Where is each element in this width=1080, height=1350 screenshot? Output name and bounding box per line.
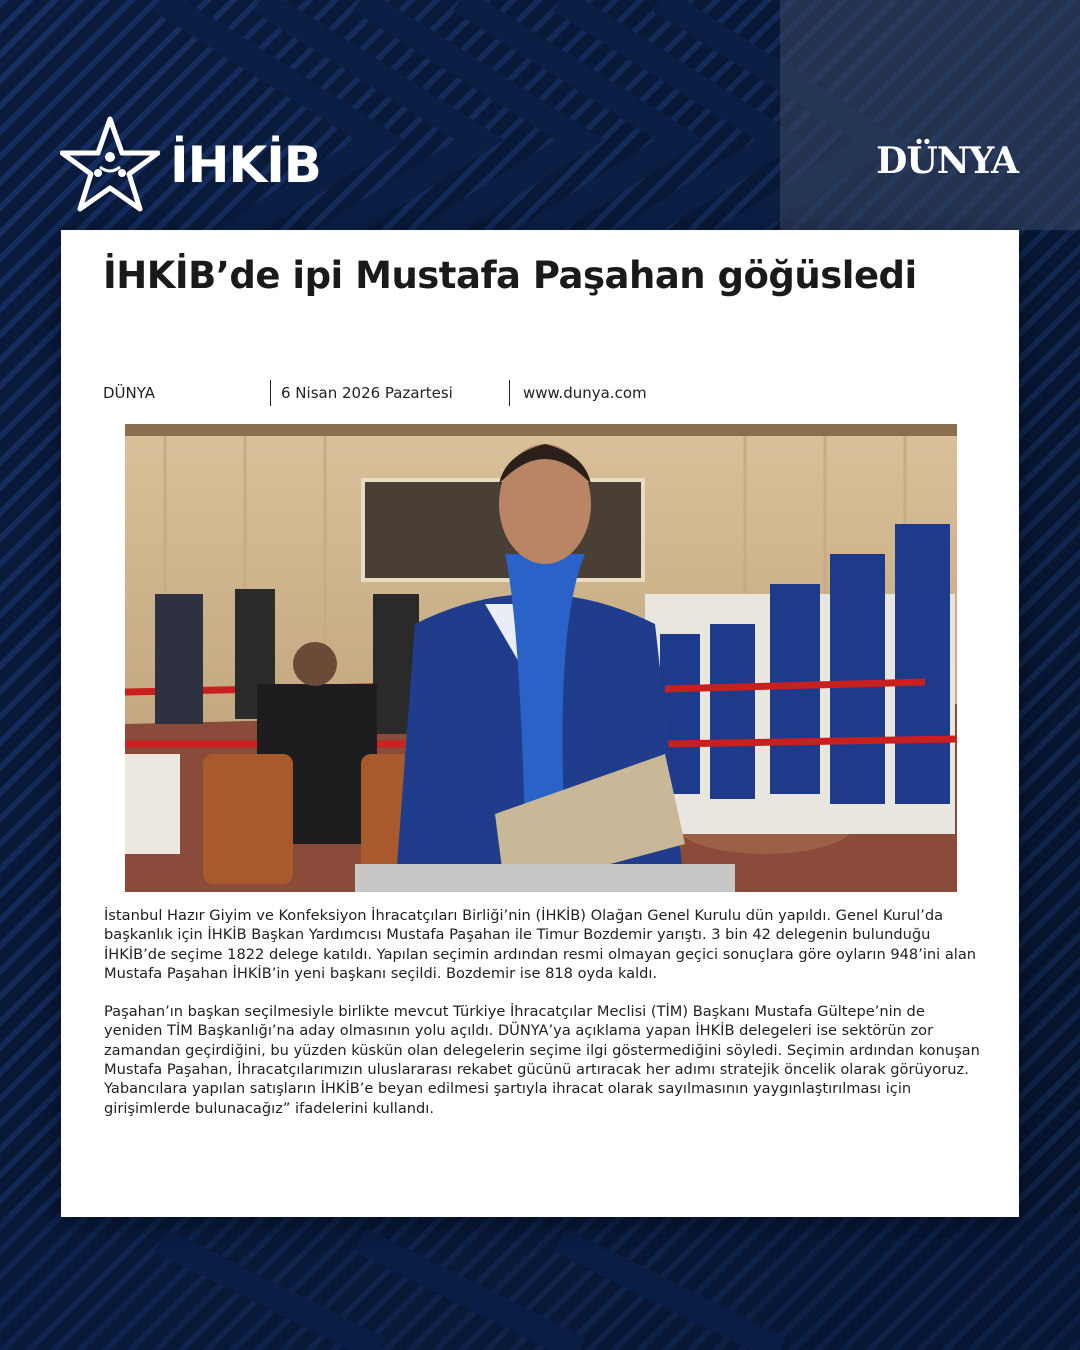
article-source: DÜNYA	[103, 384, 156, 402]
star-people-icon	[60, 115, 160, 215]
article-website: www.dunya.com	[523, 384, 647, 402]
article-paragraph: Paşahan’ın başkan seçilmesiyle birlikte mevcut Türkiye İhracatçılar Meclisi (TİM) Başkanı Mustafa Gültepe’nin de yeniden TİM Başkanlığı’na aday olmasının yolu açıldı. DÜNYA’ya açıklama yapan İHKİB delegeleri ise sektörün zor zamandan geçirdiğini, bu yüzden küskün olan delegelerin seçime ilgi göstermediğini söyledi. Seçimin ardından konuşan Mustafa Paşahan, İhracatçılarımızın uluslararası rekabet gücünü artıracak her adımı stratejik öncelik olarak görüyoruz. Yabancılara yapılan satışların İHKİB’e beyan edilmesi şartıyla ihracat olarak sayılmasının yaygınlaştırılması için girişimlerde bulunacağız” ifadelerini kullandı.	[104, 1003, 980, 1117]
ihkib-logo	[60, 115, 321, 215]
voting-scene-image	[125, 424, 957, 892]
article-card	[61, 230, 1019, 1217]
meta-divider	[509, 380, 510, 406]
article-body	[104, 906, 984, 1137]
article-date: 6 Nisan 2026 Pazartesi	[281, 384, 453, 402]
article-meta	[103, 380, 903, 406]
article-paragraph: İstanbul Hazır Giyim ve Konfeksiyon İhracatçıları Birliği’nin (İHKİB) Olağan Genel Kurulu dün yapıldı. Genel Kurul’da başkanlık için İHKİB Başkan Yardımcısı Mustafa Paşahan ile Timur Bozdemir yarıştı. 3 bin 42 delegenin bulunduğu İHKİB’de seçime 1822 delege katıldı. Yapılan seçimin ardından resmi olmayan geçici sonuçlara göre oyların 948’ini alan Mustafa Paşahan İHKİB’in yeni başkanı seçildi. Bozdemir ise 818 oyda kaldı.	[104, 907, 977, 982]
meta-divider	[270, 380, 271, 406]
article-photo	[125, 424, 957, 892]
dunya-logo: DÜNYA	[876, 140, 1018, 182]
article-headline: İHKİB’de ipi Mustafa Paşahan göğüsledi	[103, 254, 917, 297]
ihkib-logo-text: İHKİB	[170, 136, 321, 194]
